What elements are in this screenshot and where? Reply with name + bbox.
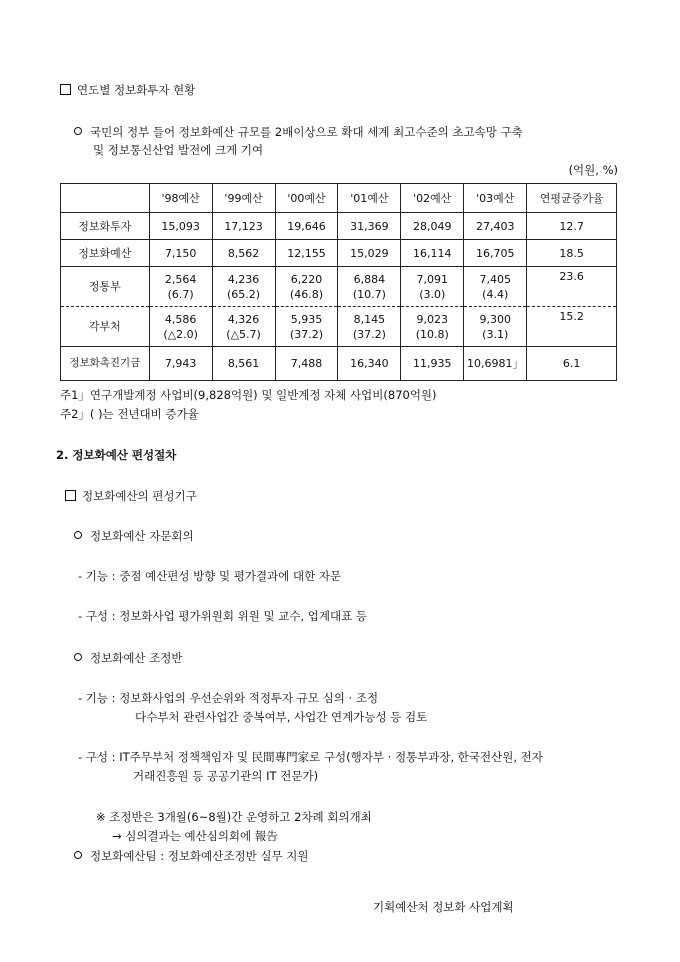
coordination-composition-cont: 거래진흥원 등 공공기관의 IT 전문가) bbox=[133, 769, 319, 783]
table-cell: 2,564 (6.7) bbox=[149, 267, 212, 307]
table-cell: 6.1 bbox=[527, 347, 617, 381]
committee-function: - 기능 : 중점 예산편성 방향 및 평가결과에 대한 자문 bbox=[78, 569, 342, 583]
header-cell bbox=[61, 184, 150, 213]
table-cell: 4,586 (△2.0) bbox=[149, 307, 212, 347]
table-cell: 16,705 bbox=[464, 240, 527, 267]
header-cell: '02예산 bbox=[401, 184, 464, 213]
row-label: 각부처 bbox=[61, 307, 150, 347]
sub-heading: 정보화예산의 편성기구 bbox=[65, 488, 197, 504]
table-cell: 19,646 bbox=[275, 213, 338, 240]
section-heading: 연도별 정보화투자 현황 bbox=[60, 82, 195, 98]
table-row bbox=[61, 213, 617, 240]
table-cell: 4,236 (65.2) bbox=[212, 267, 275, 307]
table-header-row bbox=[61, 184, 617, 213]
table-cell: 16,114 bbox=[401, 240, 464, 267]
table-cell: 15,093 bbox=[149, 213, 212, 240]
header-cell: '99예산 bbox=[212, 184, 275, 213]
table-cell: 8,561 bbox=[212, 347, 275, 381]
table-cell: 27,403 bbox=[464, 213, 527, 240]
footnote-2: 주2」( )는 전년대비 증가율 bbox=[60, 407, 199, 421]
table-cell: 9,300 (3.1) bbox=[464, 307, 527, 347]
table-cell: 8,562 bbox=[212, 240, 275, 267]
unit-label: (억원, %) bbox=[568, 163, 618, 177]
investment-table bbox=[60, 183, 617, 381]
section-title: 2. 정보화예산 편성절차 bbox=[56, 448, 177, 462]
row-label: 정보화투자 bbox=[61, 213, 150, 240]
coordination-note-cont: → 심의결과는 예산심의회에 報告 bbox=[112, 829, 278, 843]
table-cell: 6,220 (46.8) bbox=[275, 267, 338, 307]
table-row bbox=[61, 267, 617, 307]
table-cell: 16,340 bbox=[338, 347, 401, 381]
circle-bullet-icon bbox=[74, 127, 82, 135]
table-cell: 12.7 bbox=[527, 213, 617, 240]
header-cell: '03예산 bbox=[464, 184, 527, 213]
bullet-paragraph: 국민의 정부 들어 정보화예산 규모를 2배이상으로 확대 세계 최고수준의 초고속망 구축 bbox=[74, 124, 523, 140]
table-row bbox=[61, 307, 617, 347]
table-row bbox=[61, 347, 617, 381]
committee-composition: - 구성 : 정보화사업 평가위원회 위원 및 교수, 업계대표 등 bbox=[78, 609, 367, 623]
table-cell: 28,049 bbox=[401, 213, 464, 240]
footnote-1: 주1」연구개발계정 사업비(9,828억원) 및 일반계정 자체 사업비(870억원) bbox=[60, 388, 437, 402]
table-cell: 5,935 (37.2) bbox=[275, 307, 338, 347]
table-cell: 7,405 (4.4) bbox=[464, 267, 527, 307]
coordination-composition: - 구성 : IT주무부처 정책책임자 및 民間專門家로 구성(행자부 · 정통부과장, 한국전산원, 전자 bbox=[78, 750, 543, 764]
table-cell: 7,488 bbox=[275, 347, 338, 381]
table-cell: 15,029 bbox=[338, 240, 401, 267]
coordination-title: 정보화예산 조정반 bbox=[74, 650, 183, 666]
table-cell: 7,091 (3.0) bbox=[401, 267, 464, 307]
row-label: 정보화촉진기금 bbox=[61, 347, 150, 381]
header-cell: 연평균증가율 bbox=[527, 184, 617, 213]
table-cell: 11,935 bbox=[401, 347, 464, 381]
table-row bbox=[61, 240, 617, 267]
coordination-note: ※ 조정반은 3개월(6~8월)간 운영하고 2차례 회의개최 bbox=[96, 810, 372, 824]
square-bullet-icon bbox=[65, 490, 76, 501]
table-cell: 7,943 bbox=[149, 347, 212, 381]
square-bullet-icon bbox=[60, 84, 71, 95]
table-cell: 9,023 (10.8) bbox=[401, 307, 464, 347]
table-cell: 4,326 (△5.7) bbox=[212, 307, 275, 347]
table-cell: 18.5 bbox=[527, 240, 617, 267]
coordination-function: - 기능 : 정보화사업의 우선순위와 적정투자 규모 심의 · 조정 bbox=[78, 691, 379, 705]
coordination-function-cont: 다수부처 관련사업간 중복여부, 사업간 연계가능성 등 검토 bbox=[135, 710, 428, 724]
table-cell: 31,369 bbox=[338, 213, 401, 240]
committee-title: 정보화예산 자문회의 bbox=[74, 528, 194, 544]
bullet-paragraph-cont: 및 정보통신산업 발전에 크게 기여 bbox=[93, 143, 264, 157]
table-cell: 15.2 bbox=[527, 307, 617, 347]
header-cell: '98예산 bbox=[149, 184, 212, 213]
row-label: 정통부 bbox=[61, 267, 150, 307]
page-footer: 기획예산처 정보화 사업계획 bbox=[373, 900, 514, 914]
table-cell: 17,123 bbox=[212, 213, 275, 240]
table-cell: 8,145 (37.2) bbox=[338, 307, 401, 347]
circle-bullet-icon bbox=[74, 531, 82, 539]
table-cell: 12,155 bbox=[275, 240, 338, 267]
header-cell: '01예산 bbox=[338, 184, 401, 213]
circle-bullet-icon bbox=[74, 851, 82, 859]
table-cell: 23.6 bbox=[527, 267, 617, 307]
header-cell: '00예산 bbox=[275, 184, 338, 213]
team-line: 정보화예산팀 : 정보화예산조정반 실무 지원 bbox=[74, 848, 308, 864]
table-cell: 10,6981」 bbox=[464, 347, 527, 381]
table-cell: 7,150 bbox=[149, 240, 212, 267]
row-label: 정보화예산 bbox=[61, 240, 150, 267]
table-cell: 6,884 (10.7) bbox=[338, 267, 401, 307]
circle-bullet-icon bbox=[74, 653, 82, 661]
